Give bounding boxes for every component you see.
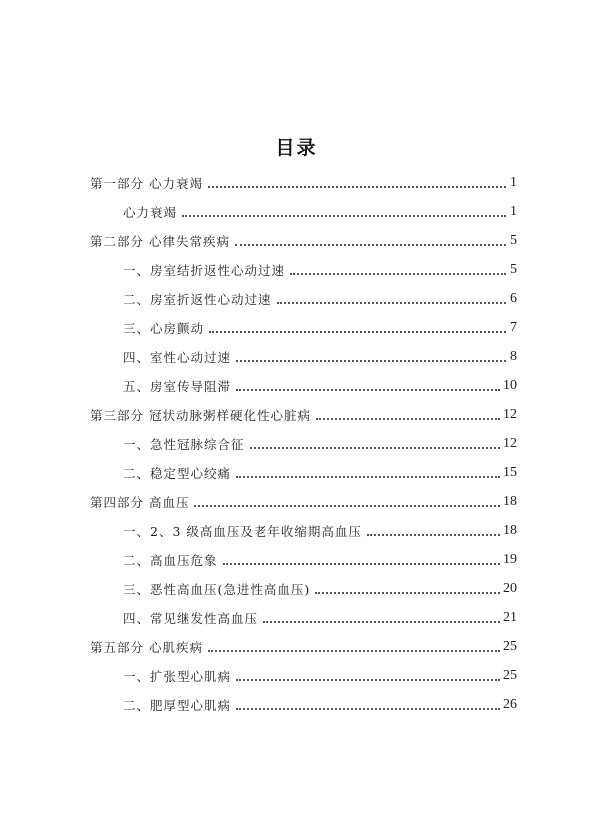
toc-entry[interactable] bbox=[0, 603, 517, 632]
dot-leader bbox=[194, 504, 500, 507]
toc-entry-label: 三、恶性高血压(急进性高血压) bbox=[123, 581, 311, 597]
toc-entry-label: 第四部分 高血压 bbox=[90, 494, 190, 510]
toc-page-number: 5 bbox=[510, 261, 517, 277]
toc-entry-label: 二、房室折返性心动过速 bbox=[123, 291, 272, 307]
dot-leader bbox=[209, 330, 506, 333]
toc-entry-label: 一、扩张型心肌病 bbox=[123, 668, 232, 684]
dot-leader bbox=[208, 185, 506, 188]
toc-entry-label: 第二部分 心律失常疾病 bbox=[90, 233, 230, 249]
toc-entry-label: 第五部分 心肌疾病 bbox=[90, 639, 203, 655]
toc-page-number: 25 bbox=[503, 638, 517, 654]
dot-leader bbox=[250, 446, 500, 449]
toc-page-number: 8 bbox=[510, 348, 517, 364]
dot-leader bbox=[290, 272, 506, 275]
toc-entry[interactable] bbox=[0, 371, 517, 400]
toc-entry-label: 三、心房颤动 bbox=[123, 320, 205, 336]
toc-entry-label: 五、房室传导阻滞 bbox=[123, 378, 232, 394]
toc-page-number: 15 bbox=[503, 464, 517, 480]
toc-entry-label: 二、稳定型心绞痛 bbox=[123, 465, 232, 481]
toc-entry[interactable] bbox=[0, 429, 517, 458]
dot-leader bbox=[236, 359, 506, 362]
dot-leader bbox=[315, 591, 500, 594]
toc-entry[interactable] bbox=[0, 400, 517, 429]
toc-entry-label: 一、急性冠脉综合征 bbox=[123, 436, 245, 452]
toc-page-number: 26 bbox=[503, 696, 517, 712]
dot-leader bbox=[235, 243, 506, 246]
toc-entry[interactable] bbox=[0, 574, 517, 603]
toc-list bbox=[0, 168, 593, 719]
toc-entry[interactable] bbox=[0, 545, 517, 574]
dot-leader bbox=[277, 301, 506, 304]
toc-page-number: 20 bbox=[503, 580, 517, 596]
dot-leader bbox=[236, 678, 500, 681]
dot-leader bbox=[236, 388, 500, 391]
toc-entry[interactable] bbox=[0, 487, 517, 516]
toc-entry[interactable] bbox=[0, 226, 517, 255]
toc-entry-label: 二、肥厚型心肌病 bbox=[123, 697, 232, 713]
toc-entry[interactable] bbox=[0, 197, 517, 226]
toc-entry-label: 四、常见继发性高血压 bbox=[123, 610, 259, 626]
toc-page-number: 6 bbox=[510, 290, 517, 306]
toc-page-number: 18 bbox=[503, 493, 517, 509]
toc-entry[interactable] bbox=[0, 632, 517, 661]
dot-leader bbox=[367, 533, 500, 536]
toc-entry[interactable] bbox=[0, 168, 517, 197]
toc-entry[interactable] bbox=[0, 313, 517, 342]
toc-page-number: 18 bbox=[503, 522, 517, 538]
dot-leader bbox=[236, 707, 500, 710]
toc-entry[interactable] bbox=[0, 458, 517, 487]
toc-entry-label: 一、2、3 级高血压及老年收缩期高血压 bbox=[123, 523, 362, 539]
toc-title: 目录 bbox=[275, 137, 318, 159]
toc-entry[interactable] bbox=[0, 690, 517, 719]
toc-entry[interactable] bbox=[0, 255, 517, 284]
toc-page-number: 12 bbox=[503, 406, 517, 422]
toc-entry-label: 四、室性心动过速 bbox=[123, 349, 232, 365]
dot-leader bbox=[182, 214, 506, 217]
toc-page-number: 1 bbox=[510, 174, 517, 190]
toc-entry[interactable] bbox=[0, 516, 517, 545]
toc-page-number: 21 bbox=[503, 609, 517, 625]
toc-entry[interactable] bbox=[0, 342, 517, 371]
dot-leader bbox=[208, 649, 500, 652]
toc-page-number: 19 bbox=[503, 551, 517, 567]
dot-leader bbox=[223, 562, 500, 565]
toc-page-number: 5 bbox=[510, 232, 517, 248]
toc-entry-label: 第三部分 冠状动脉粥样硬化性心脏病 bbox=[90, 407, 311, 423]
toc-entry[interactable] bbox=[0, 661, 517, 690]
toc-entry[interactable] bbox=[0, 284, 517, 313]
dot-leader bbox=[316, 417, 500, 420]
toc-entry-label: 二、高血压危象 bbox=[123, 552, 218, 568]
dot-leader bbox=[236, 475, 500, 478]
toc-entry-label: 第一部分 心力衰竭 bbox=[90, 175, 203, 191]
dot-leader bbox=[263, 620, 500, 623]
toc-page-number: 12 bbox=[503, 435, 517, 451]
toc-page-number: 7 bbox=[510, 319, 517, 335]
toc-entry-label: 一、房室结折返性心动过速 bbox=[123, 262, 286, 278]
toc-page-number: 25 bbox=[503, 667, 517, 683]
toc-page-number: 1 bbox=[510, 203, 517, 219]
toc-page-number: 10 bbox=[503, 377, 517, 393]
toc-entry-label: 心力衰竭 bbox=[123, 204, 178, 220]
